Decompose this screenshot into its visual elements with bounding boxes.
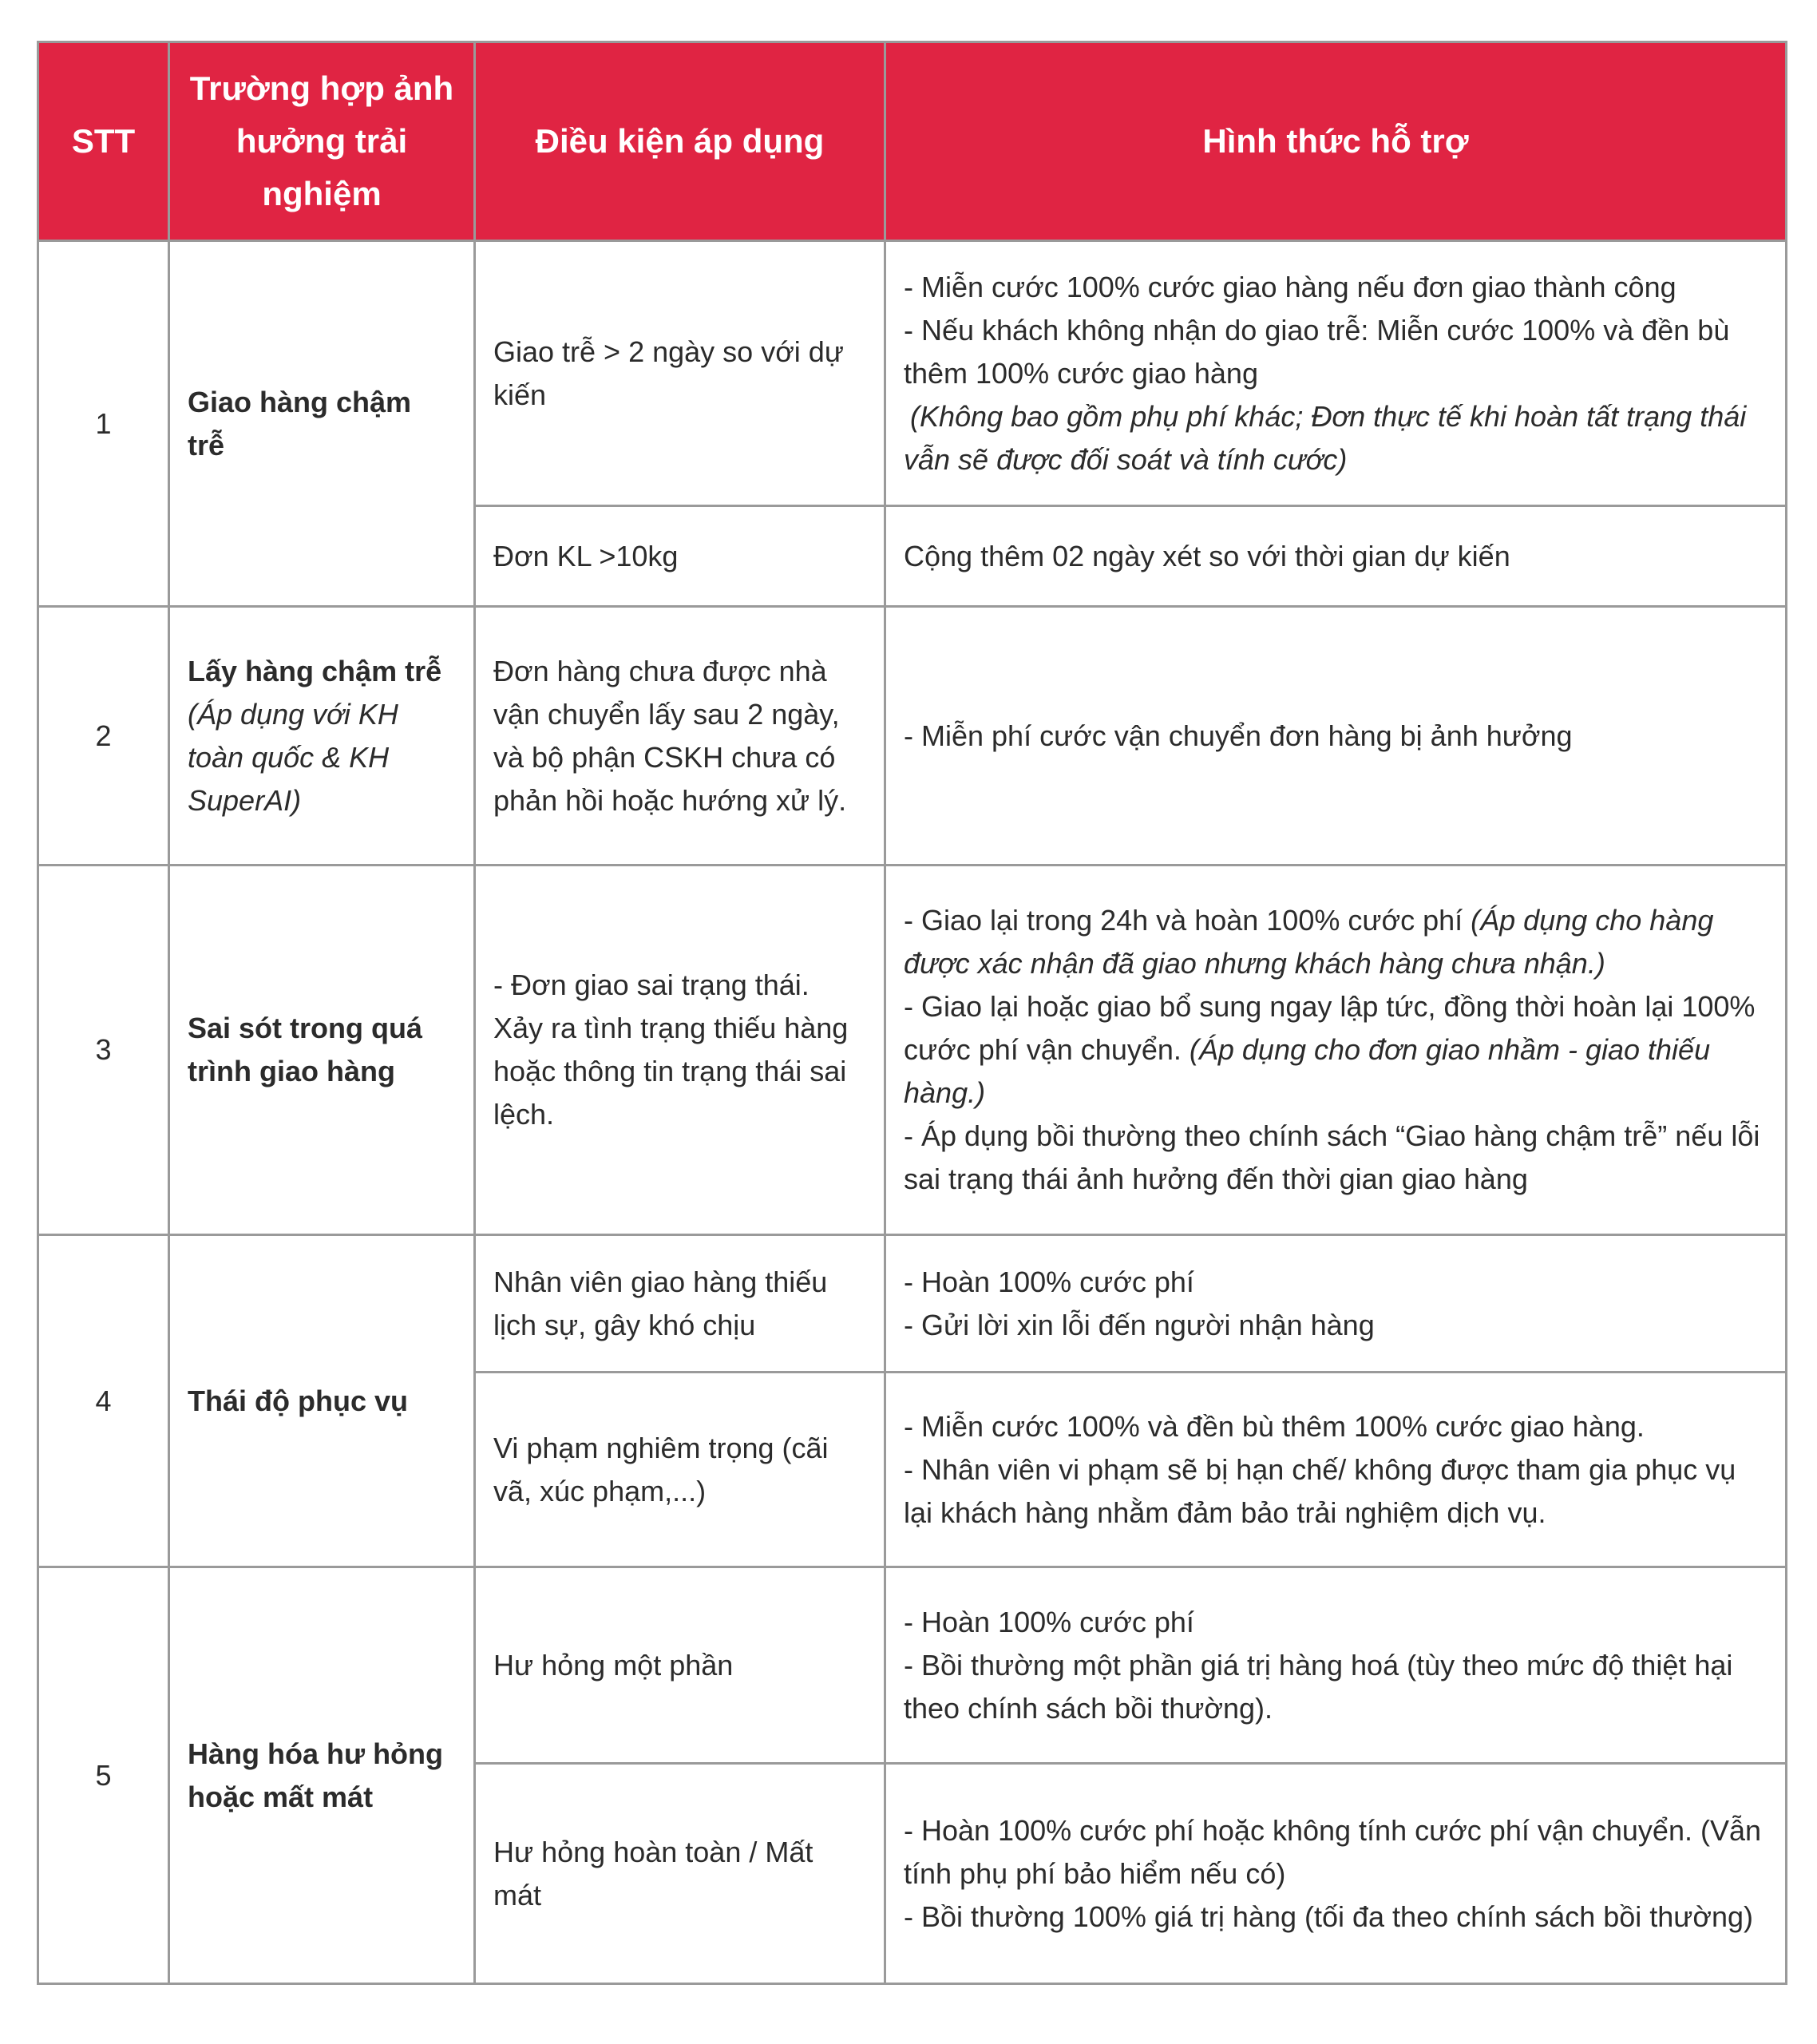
case-cell: Thái độ phục vụ xyxy=(169,1235,475,1567)
support-line: - Bồi thường một phần giá trị hàng hoá (tùy theo mức độ thiệt hại theo chính sách bồi thường). xyxy=(904,1648,1733,1725)
support-line: - Miễn cước 100% và đền bù thêm 100% cước giao hàng. xyxy=(904,1409,1645,1443)
condition-cell: Hư hỏng hoàn toàn / Mất mát xyxy=(475,1764,885,1984)
support-cell xyxy=(885,1567,1787,1764)
support-note: (Không bao gồm phụ phí khác; Đơn thực tế khi hoàn tất trạng thái vẫn sẽ được đối soát và tính cước) xyxy=(904,399,1747,476)
support-line: - Miễn cước 100% cước giao hàng nếu đơn giao thành công xyxy=(904,270,1676,303)
support-note: (Áp dụng cho hàng được xác nhận đã giao nhưng khách hàng chưa nhận.) xyxy=(904,904,1714,980)
support-line xyxy=(904,899,1768,985)
header-stt: STT xyxy=(38,42,169,241)
condition-cell: Nhân viên giao hàng thiếu lịch sự, gây khó chịu xyxy=(475,1235,885,1373)
support-note: (Áp dụng cho đơn giao nhầm - giao thiếu hàng.) xyxy=(904,1033,1711,1109)
support-cell: Cộng thêm 02 ngày xét so với thời gian dự kiến xyxy=(885,506,1787,607)
support-cell xyxy=(885,1764,1787,1984)
support-text: - Giao lại hoặc giao bổ sung ngay lập tức, đồng thời hoàn lại 100% cước phí vận chuyển. xyxy=(904,990,1756,1066)
condition-cell: Đơn hàng chưa được nhà vận chuyển lấy sau 2 ngày, và bộ phận CSKH chưa có phản hồi hoặc hướng xử lý. xyxy=(475,607,885,866)
support-line: - Bồi thường 100% giá trị hàng (tối đa theo chính sách bồi thường) xyxy=(904,1899,1754,1933)
stt-cell: 4 xyxy=(38,1235,169,1567)
support-cell xyxy=(885,866,1787,1235)
table-row xyxy=(38,241,1787,506)
support-line: - Gửi lời xin lỗi đến người nhận hàng xyxy=(904,1308,1375,1341)
support-line: - Nếu khách không nhận do giao trễ: Miễn cước 100% và đền bù thêm 100% cước giao hàng xyxy=(904,313,1730,390)
condition-cell: Đơn KL >10kg xyxy=(475,506,885,607)
condition-cell: - Đơn giao sai trạng thái. Xảy ra tình trạng thiếu hàng hoặc thông tin trạng thái sai lệch. xyxy=(475,866,885,1235)
support-cell xyxy=(885,1235,1787,1373)
table-row xyxy=(38,607,1787,866)
case-cell xyxy=(169,607,475,866)
support-cell: - Miễn phí cước vận chuyển đơn hàng bị ảnh hưởng xyxy=(885,607,1787,866)
stt-cell: 1 xyxy=(38,241,169,607)
table-header-row xyxy=(38,42,1787,241)
support-line: - Áp dụng bồi thường theo chính sách “Giao hàng chậm trễ” nếu lỗi sai trạng thái ảnh hưởng đến thời gian giao hàng xyxy=(904,1119,1760,1195)
header-support: Hình thức hỗ trợ xyxy=(885,42,1787,241)
support-line: - Nhân viên vi phạm sẽ bị hạn chế/ không được tham gia phục vụ lại khách hàng nhằm đảm bảo trải nghiệm dịch vụ. xyxy=(904,1452,1736,1529)
stt-cell: 2 xyxy=(38,607,169,866)
header-case: Trường hợp ảnh hưởng trải nghiệm xyxy=(169,42,475,241)
stt-cell: 3 xyxy=(38,866,169,1235)
support-line: - Hoàn 100% cước phí hoặc không tính cước phí vận chuyển. (Vẫn tính phụ phí bảo hiểm nếu có) xyxy=(904,1813,1762,1890)
table-row xyxy=(38,866,1787,1235)
condition-cell: Hư hỏng một phần xyxy=(475,1567,885,1764)
table-row xyxy=(38,1567,1787,1764)
case-cell: Giao hàng chậm trễ xyxy=(169,241,475,607)
condition-cell: Giao trễ > 2 ngày so với dự kiến xyxy=(475,241,885,506)
case-cell: Sai sót trong quá trình giao hàng xyxy=(169,866,475,1235)
case-note: (Áp dụng với KH toàn quốc & KH SuperAI) xyxy=(188,697,398,817)
support-line: - Hoàn 100% cước phí xyxy=(904,1265,1194,1298)
case-cell: Hàng hóa hư hỏng hoặc mất mát xyxy=(169,1567,475,1984)
support-cell xyxy=(885,1373,1787,1567)
condition-cell: Vi phạm nghiêm trọng (cãi vã, xúc phạm,...) xyxy=(475,1373,885,1567)
stt-cell: 5 xyxy=(38,1567,169,1984)
support-line xyxy=(904,985,1768,1115)
support-text: - Giao lại trong 24h và hoàn 100% cước phí xyxy=(904,904,1471,937)
header-condition: Điều kiện áp dụng xyxy=(475,42,885,241)
case-title: Lấy hàng chậm trễ xyxy=(188,654,442,687)
support-line: - Hoàn 100% cước phí xyxy=(904,1605,1194,1638)
table-row xyxy=(38,1235,1787,1373)
support-cell xyxy=(885,241,1787,506)
support-policy-table xyxy=(37,41,1787,1985)
